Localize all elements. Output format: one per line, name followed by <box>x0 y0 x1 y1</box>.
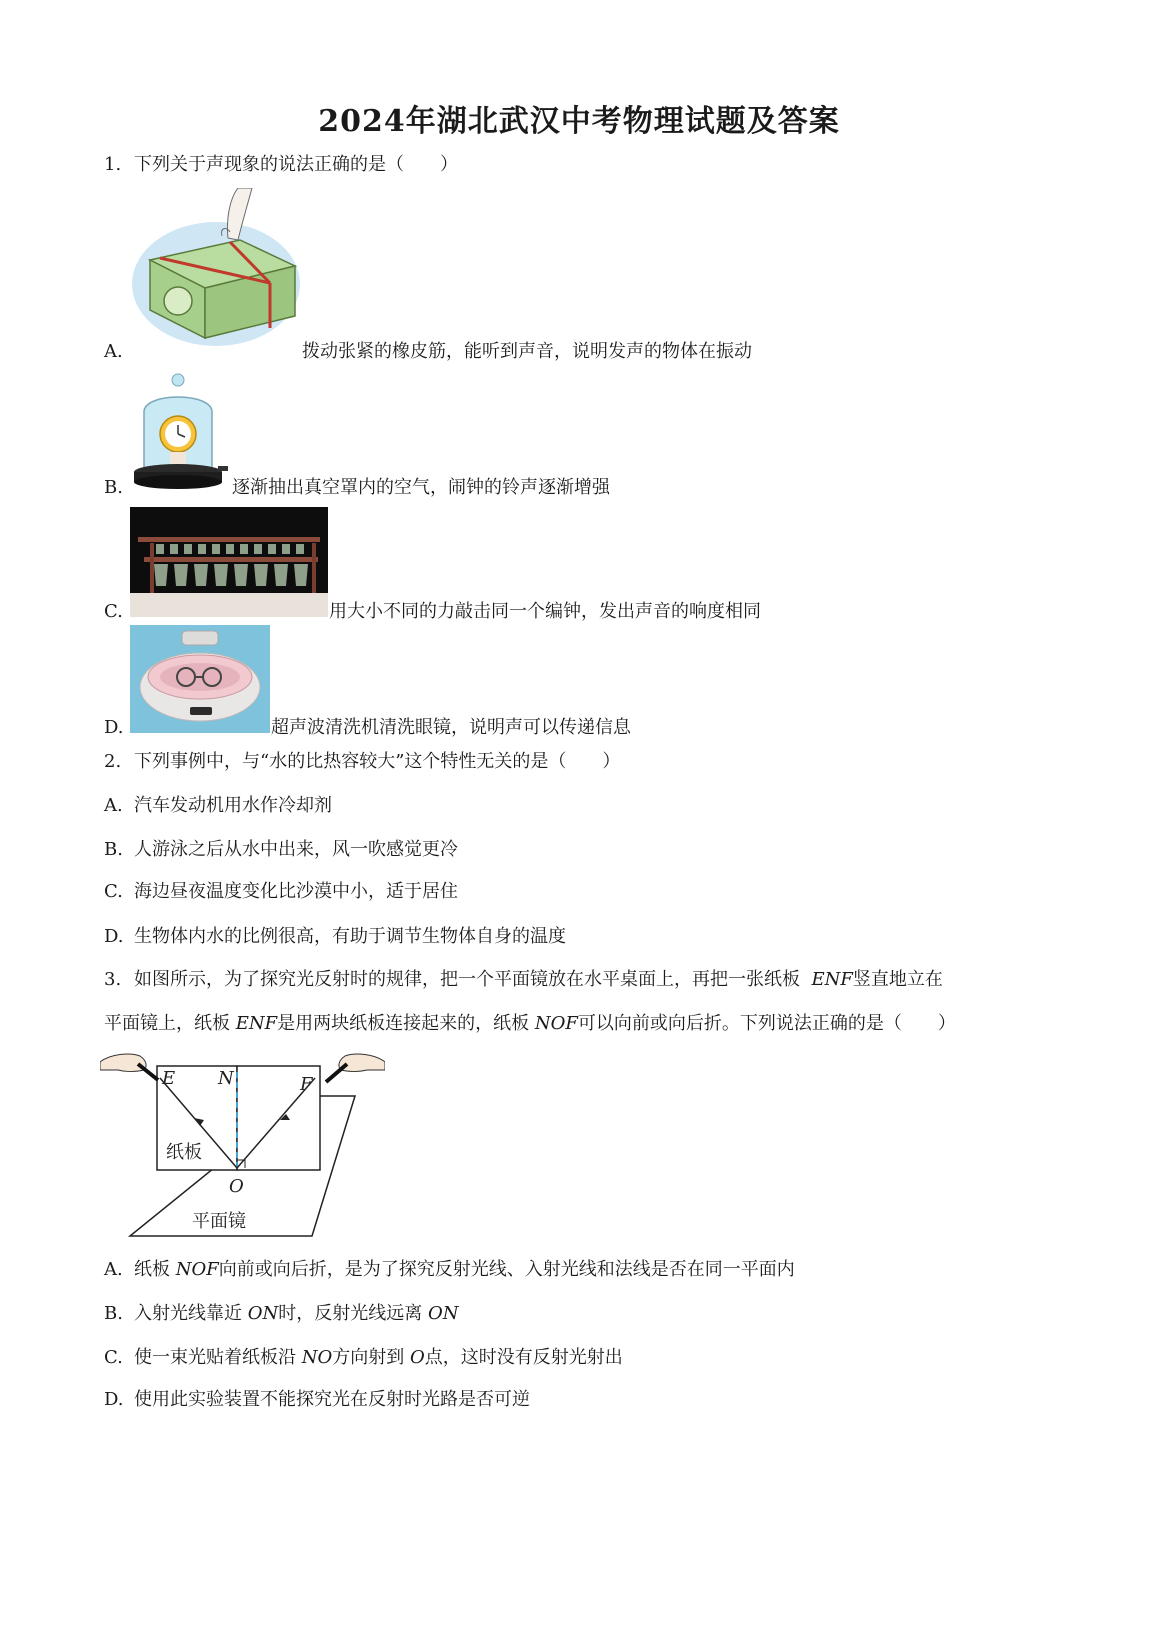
stem-text: 可以向前或向后折。下列说法正确的是（ ） <box>577 1013 956 1034</box>
option-text: 纸板 <box>134 1259 170 1280</box>
q1-number: 1. <box>104 154 122 175</box>
option-label: A. <box>104 1259 123 1280</box>
q3-stem-line1 <box>104 968 943 992</box>
reflection-experiment-diagram <box>100 1050 385 1240</box>
option-text: 点，这时没有反射光射出 <box>424 1347 623 1368</box>
variable-nof: NOF <box>534 1013 578 1034</box>
q1-option-a <box>104 340 134 364</box>
option-label: A. <box>104 341 123 362</box>
variable-on: ON <box>427 1303 459 1324</box>
variable-enf: ENF <box>811 969 853 990</box>
q1-option-b-text: 逐渐抽出真空罩内的空气，闹钟的铃声逐渐增强 <box>232 477 610 498</box>
q3-number: 3. <box>104 969 122 990</box>
q1-option-a-text: 拨动张紧的橡皮筋，能听到声音，说明发声的物体在振动 <box>302 341 752 362</box>
q1-stem <box>104 153 458 177</box>
ultrasonic-cleaner-image <box>130 625 270 733</box>
option-label: D. <box>104 926 124 947</box>
option-label: D. <box>104 717 124 738</box>
q2-stem <box>104 750 620 774</box>
variable-no: NO <box>301 1347 333 1368</box>
option-label: D. <box>104 1389 124 1410</box>
variable-o: O <box>409 1347 425 1368</box>
label-n: N <box>218 1068 234 1089</box>
q1-option-c <box>104 600 134 624</box>
option-text: 海边昼夜温度变化比沙漠中小，适于居住 <box>134 881 458 902</box>
variable-nof: NOF <box>175 1259 219 1280</box>
label-o: O <box>229 1176 244 1197</box>
q2-option-b <box>104 838 458 862</box>
option-text: 时，反射光线远离 <box>278 1303 423 1324</box>
stem-text: 平面镜上，纸板 <box>104 1013 230 1034</box>
variable-enf: ENF <box>235 1013 278 1034</box>
label-board: 纸板 <box>166 1142 202 1163</box>
q3-option-c <box>104 1346 623 1370</box>
option-text: 汽车发动机用水作冷却剂 <box>134 795 332 816</box>
variable-on: ON <box>247 1303 279 1324</box>
q3-option-d <box>104 1388 530 1412</box>
chime-bells-image <box>130 507 328 617</box>
q1-option-c-text: 用大小不同的力敲击同一个编钟，发出声音的响度相同 <box>329 601 761 622</box>
q3-stem-line2 <box>104 1012 956 1036</box>
q2-option-d <box>104 925 566 949</box>
option-label: C. <box>104 881 123 902</box>
q2-stem-text: 下列事例中，与“水的比热容较大”这个特性无关的是（ ） <box>134 751 621 772</box>
option-text: 生物体内水的比例很高，有助于调节生物体自身的温度 <box>134 926 566 947</box>
q3-option-a <box>104 1258 795 1282</box>
q2-option-c <box>104 880 458 904</box>
option-label: B. <box>104 1303 123 1324</box>
label-e: E <box>162 1068 176 1089</box>
bell-jar-clock-image <box>130 372 230 494</box>
q3-option-b <box>104 1302 459 1326</box>
option-text: 向前或向后折，是为了探究反射光线、入射光线和法线是否在同一平面内 <box>218 1259 795 1280</box>
option-label: C. <box>104 1347 123 1368</box>
option-text: 人游泳之后从水中出来，风一吹感觉更冷 <box>134 839 458 860</box>
label-f: F <box>300 1074 313 1095</box>
option-label: A. <box>104 795 123 816</box>
q1-option-d-text: 超声波清洗机清洗眼镜，说明声可以传递信息 <box>271 717 631 738</box>
option-text: 使用此实验装置不能探究光在反射时光路是否可逆 <box>134 1389 530 1410</box>
option-label: B. <box>104 839 123 860</box>
option-text: 使一束光贴着纸板沿 <box>134 1347 296 1368</box>
label-mirror: 平面镜 <box>192 1211 246 1232</box>
rubber-band-box-image <box>130 188 302 348</box>
option-text: 入射光线靠近 <box>134 1303 242 1324</box>
q2-option-a <box>104 794 332 818</box>
q1-option-b <box>104 476 134 500</box>
q2-number: 2. <box>104 751 122 772</box>
stem-text: 竖直地立在 <box>852 969 943 990</box>
option-label: B. <box>104 477 123 498</box>
stem-text: 如图所示，为了探究光反射时的规律，把一个平面镜放在水平桌面上，再把一张纸板 <box>134 969 800 990</box>
page-title: 2024年湖北武汉中考物理试题及答案 <box>318 104 840 139</box>
option-label: C. <box>104 601 123 622</box>
option-text: 方向射到 <box>332 1347 405 1368</box>
q1-option-d <box>104 716 134 740</box>
q1-stem-text: 下列关于声现象的说法正确的是（ ） <box>134 154 458 175</box>
stem-text: 是用两块纸板连接起来的，纸板 <box>277 1013 530 1034</box>
